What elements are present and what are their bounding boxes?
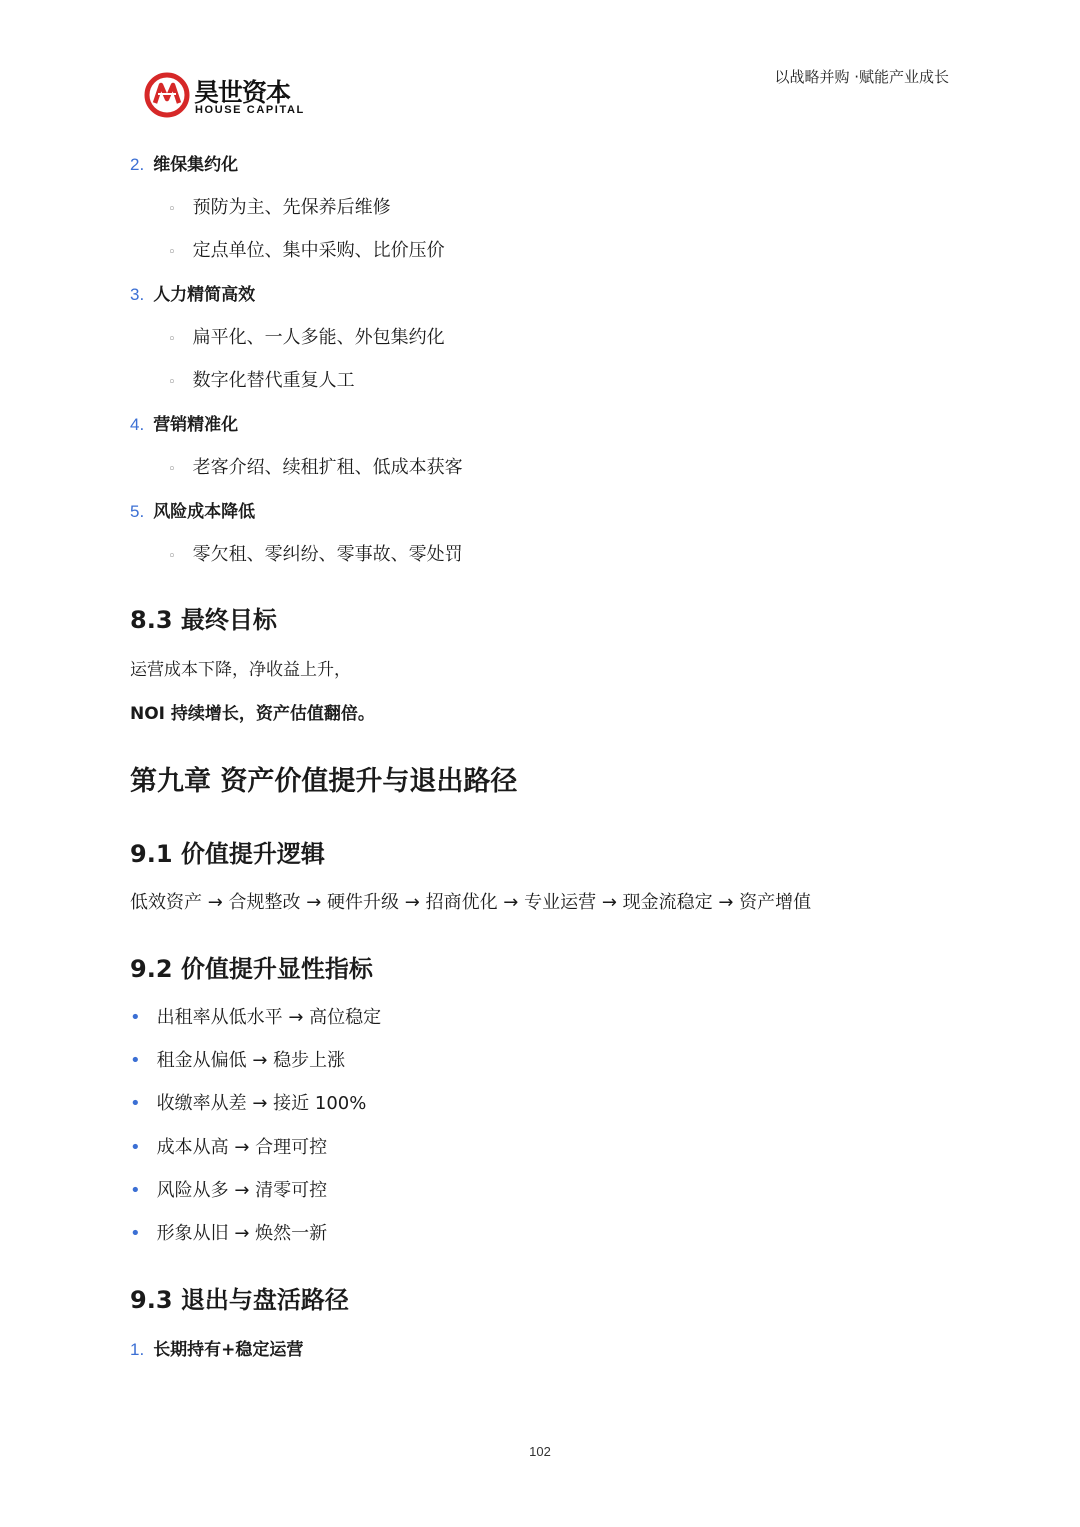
bullet-dot-icon: •: [130, 1093, 141, 1114]
section-heading-9-1: 9.1 价值提升逻辑: [130, 840, 325, 868]
bullet-item: [130, 1003, 381, 1029]
bullet-item: [130, 1089, 366, 1115]
bullet-text: 风险从多 → 清零可控: [156, 1180, 328, 1201]
bullet-text: 成本从高 → 合理可控: [156, 1137, 328, 1158]
list-number: 2.: [130, 155, 145, 174]
list-item-title: 维保集约化: [153, 155, 239, 175]
hollow-circle-icon: ◦: [168, 549, 176, 564]
bullet-dot-icon: •: [130, 1050, 141, 1071]
hollow-circle-icon: ◦: [168, 375, 176, 390]
section-heading-8-3: 8.3 最终目标: [130, 606, 277, 634]
logo-english-name: HOUSE CAPITAL: [195, 104, 305, 116]
list-item-2: [130, 150, 238, 175]
list-item-title: 风险成本降低: [153, 502, 256, 522]
bullet-text: 形象从旧 → 焕然一新: [156, 1223, 328, 1244]
bullet-text: 租金从偏低 → 稳步上涨: [156, 1050, 346, 1071]
sub-list-text: 老客介绍、续租扩租、低成本获客: [192, 457, 463, 478]
list-item-title: 营销精准化: [153, 415, 239, 435]
hollow-circle-icon: ◦: [168, 462, 176, 477]
bold-paragraph: NOI 持续增长，资产估值翻倍。: [130, 704, 375, 724]
sub-list-item: [168, 193, 391, 219]
logo-mark-icon: [144, 72, 190, 118]
bullet-item: [130, 1219, 327, 1245]
sub-list-text: 定点单位、集中采购、比价压价: [192, 240, 445, 261]
list-item-5: [130, 497, 255, 522]
bullet-item: [130, 1176, 327, 1202]
list-item-3: [130, 280, 255, 305]
bullet-dot-icon: •: [130, 1223, 141, 1244]
bullet-dot-icon: •: [130, 1007, 141, 1028]
sub-list-item: [168, 453, 463, 479]
hollow-circle-icon: ◦: [168, 202, 176, 217]
page-number: 102: [529, 1444, 551, 1459]
bullet-dot-icon: •: [130, 1180, 141, 1201]
sub-list-text: 扁平化、一人多能、外包集约化: [192, 327, 445, 348]
sub-list-item: [168, 366, 355, 392]
section-heading-9-2: 9.2 价值提升显性指标: [130, 955, 373, 983]
bullet-text: 收缴率从差 → 接近 100%: [156, 1093, 367, 1114]
value-flow-text: 低效资产 → 合规整改 → 硬件升级 → 招商优化 → 专业运营 → 现金流稳定 → 资产增值: [130, 892, 812, 913]
sub-list-item: [168, 236, 445, 262]
list-item-title: 长期持有+稳定运营: [153, 1340, 304, 1360]
sub-list-item: [168, 540, 463, 566]
sub-list-item: [168, 323, 445, 349]
bullet-text: 出租率从低水平 → 高位稳定: [156, 1007, 382, 1028]
section-heading-9-3: 9.3 退出与盘活路径: [130, 1286, 349, 1314]
paragraph: 运营成本下降，净收益上升，: [130, 660, 351, 680]
sub-list-text: 零欠租、零纠纷、零事故、零处罚: [192, 544, 463, 565]
hollow-circle-icon: ◦: [168, 245, 176, 260]
list-number: 5.: [130, 502, 145, 521]
list-item-4: [130, 410, 238, 435]
bullet-item: [130, 1046, 345, 1072]
header-slogan: 以战略并购 ·赋能产业成长: [774, 68, 949, 86]
list-item-1: [130, 1335, 303, 1360]
bullet-item: [130, 1133, 327, 1159]
hollow-circle-icon: ◦: [168, 332, 176, 347]
sub-list-text: 预防为主、先保养后维修: [192, 197, 391, 218]
list-number: 1.: [130, 1340, 145, 1359]
list-number: 3.: [130, 285, 145, 304]
sub-list-text: 数字化替代重复人工: [192, 370, 355, 391]
list-number: 4.: [130, 415, 145, 434]
list-item-title: 人力精简高效: [153, 285, 256, 305]
bullet-dot-icon: •: [130, 1137, 141, 1158]
company-logo: [144, 70, 314, 120]
chapter-heading: 第九章 资产价值提升与退出路径: [130, 766, 518, 797]
logo-chinese-name: 昊世资本: [194, 78, 291, 107]
